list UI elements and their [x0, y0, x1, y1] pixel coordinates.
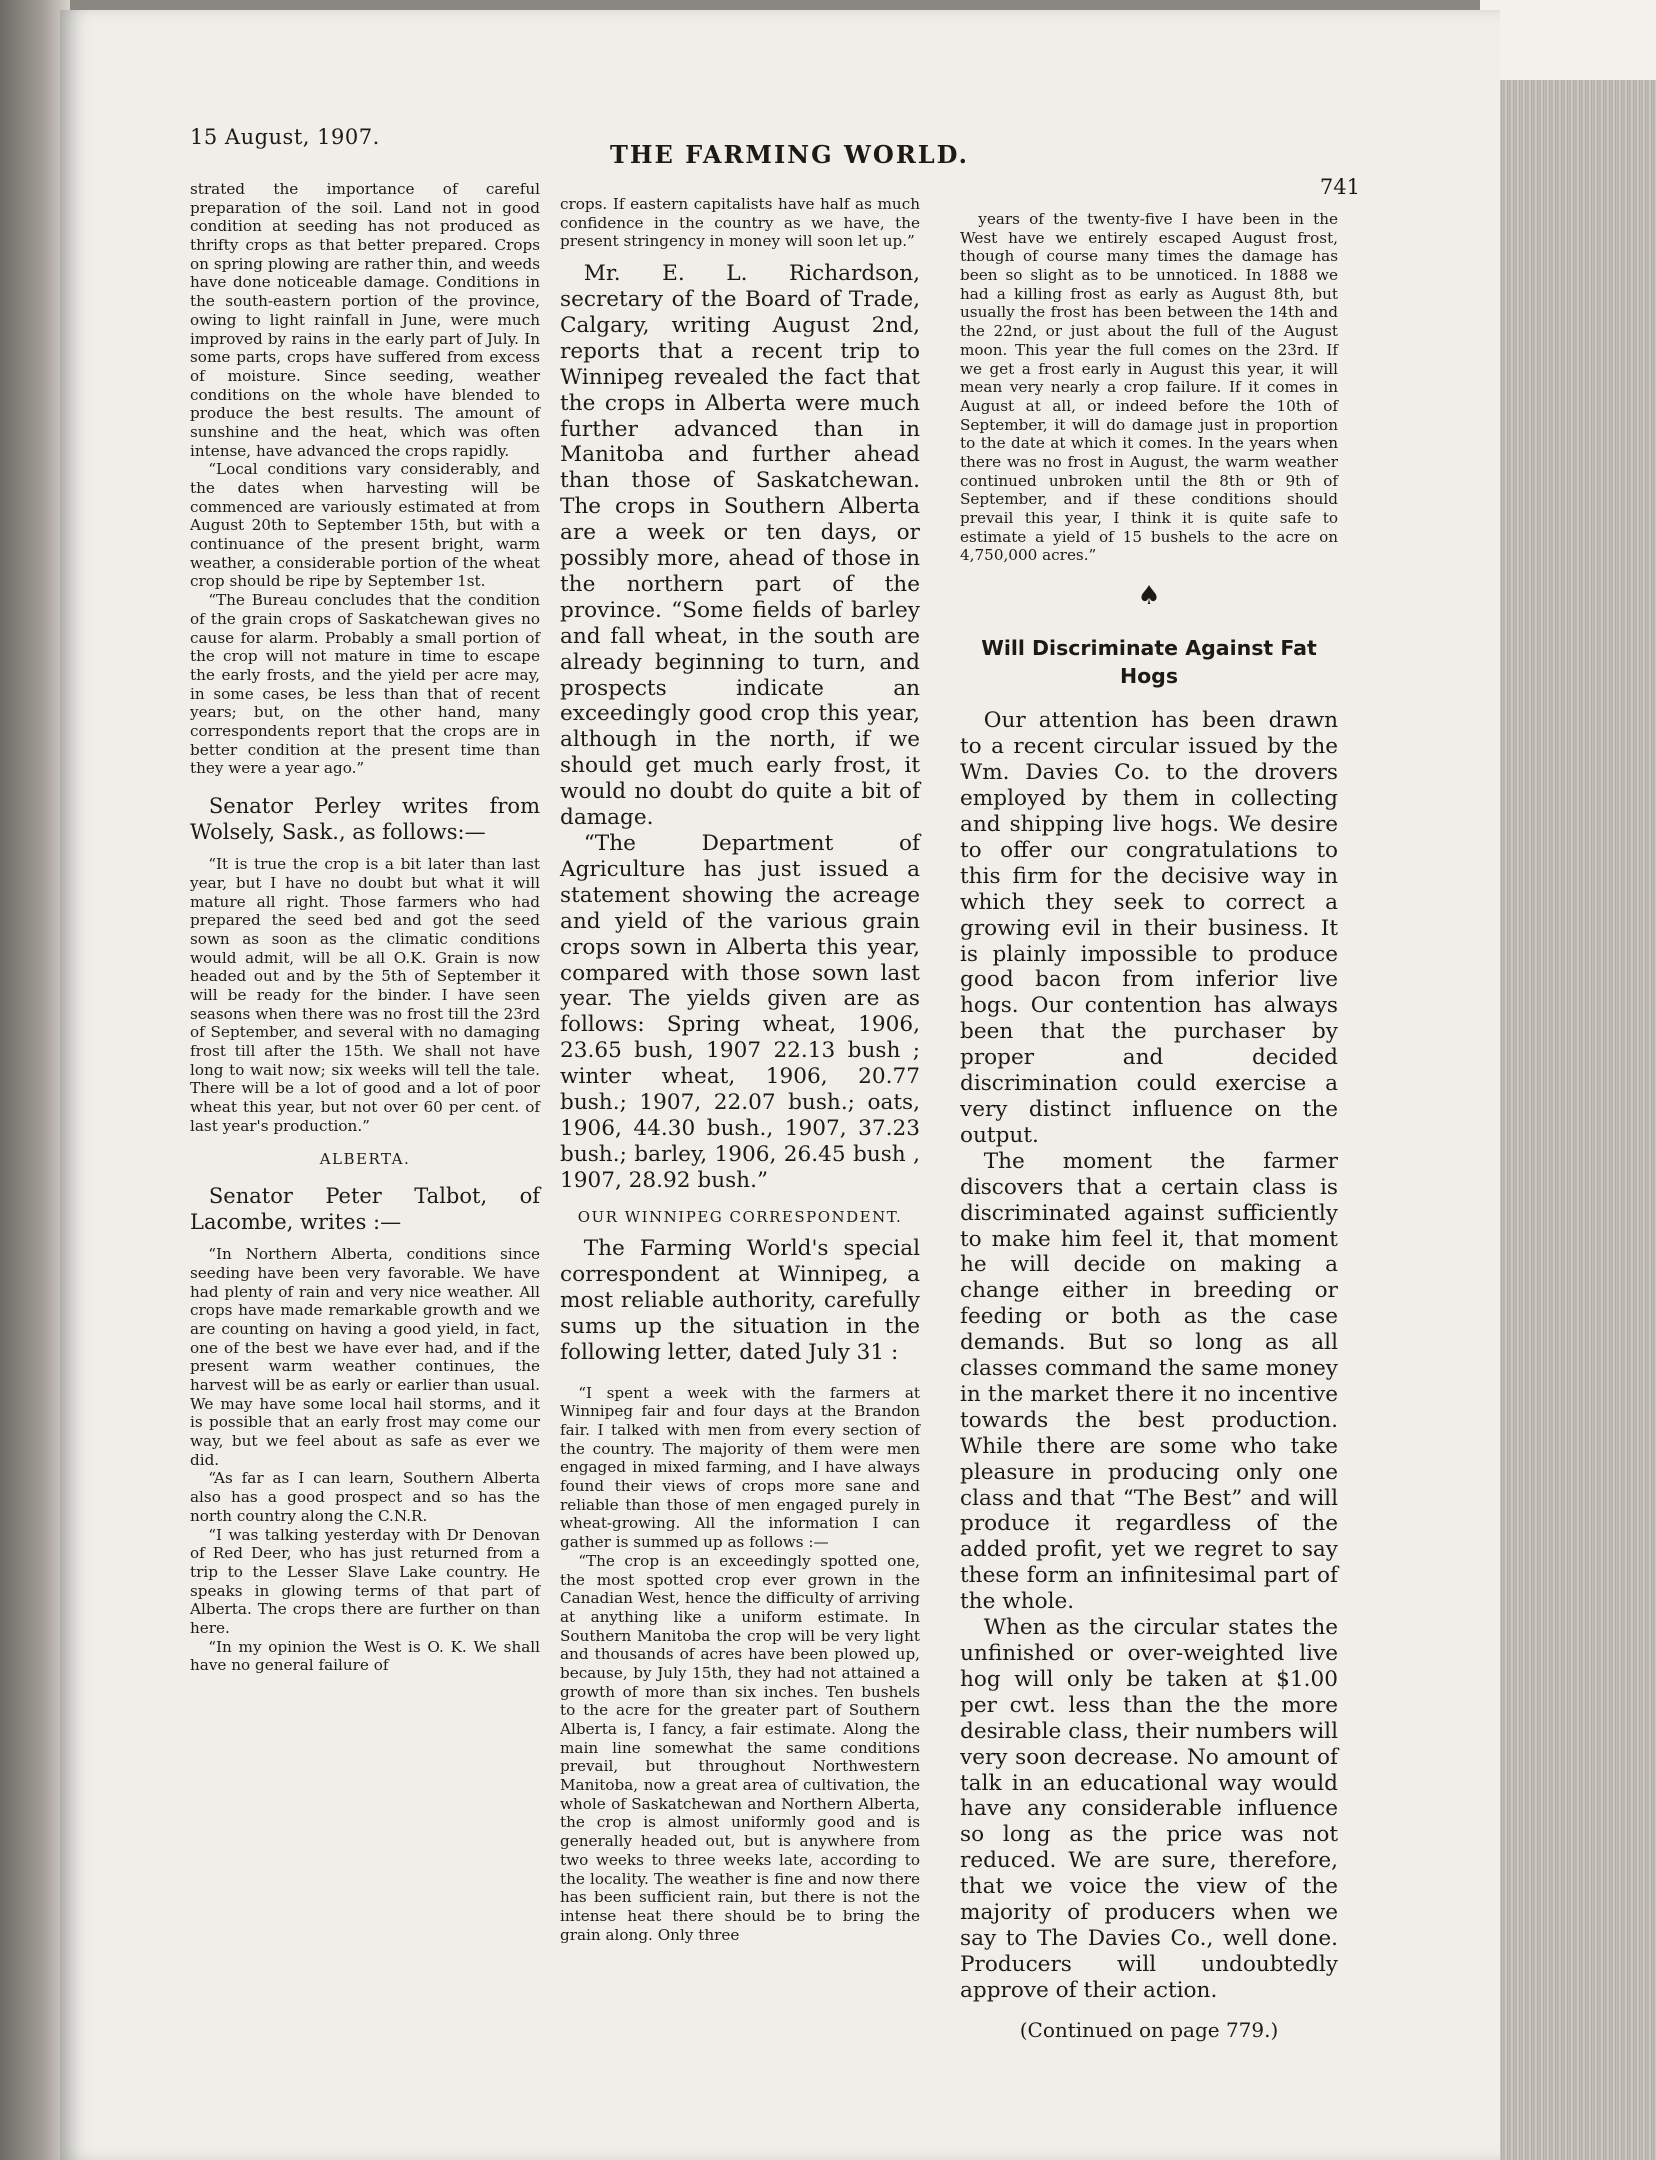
article-title	[960, 635, 1338, 690]
page-header	[190, 125, 1360, 199]
paragraph: “Local conditions vary considerably, and the dates when harvesting will be commenced are variously estimated at from August 20th to September 15th, but with a continuance of the present bright, warm weather, a considerable portion of the wheat crop should be ripe by September 1st.	[190, 460, 540, 591]
column-3	[960, 210, 1338, 2042]
large-type-block	[560, 1236, 920, 1366]
paragraph: Mr. E. L. Richardson, secretary of the Board of Trade, Calgary, writing August 2nd, reports that a recent trip to Winnipeg revealed the fact that the crops in Alberta were much further advanced than in Manitoba and further ahead than those of Saskatchewan. The crops in Southern Alberta are a week or ten days, or possibly more, ahead of those in the northern part of the province. “Some fields of barley and fall wheat, in the south are already beginning to turn, and prospects indicate an exceedingly good crop this year, although in the north, if we should get much early frost, it would no doubt do quite a bit of damage.	[560, 261, 920, 831]
paragraph: “I was talking yesterday with Dr Denovan of Red Deer, who has just returned from a trip to the Lesser Slave Lake country. He speaks in glowing terms of that part of Alberta. The crops there are further on than here.	[190, 1525, 540, 1637]
scan-background-top-right	[1480, 0, 1656, 82]
lead-text: Senator Peter Talbot, of Lacombe, writes :—	[190, 1183, 540, 1234]
paragraph: “The Department of Agriculture has just issued a statement showing the acreage and yield of the various grain crops sown in Alberta this year, compared with those sown last year. The yields given are as follows: Spring wheat, 1906, 23.65 bush, 1907 22.13 bush ; winter wheat, 1906, 20.77 bush.; 1907, 22.07 bush.; oats, 1906, 44.30 bush., 1907, 37.23 bush.; barley, 1906, 26.45 bush , 1907, 28.92 bush.”	[560, 831, 920, 1193]
paragraph: Our attention has been drawn to a recent circular issued by the Wm. Davies Co. to the drovers employed by them in collecting and shipping live hogs. We desire to offer our congratulations to this firm for the decisive way in which they seek to correct a growing evil in their business. It is plainly impossible to produce good bacon from inferior live hogs. Our contention has always been that the purchaser by proper and decided discrimination could exercise a very distinct influence on the output.	[960, 708, 1338, 1148]
paragraph: “The Bureau concludes that the condition of the grain crops of Saskatchewan gives no cause for alarm. Probably a small portion of the crop will not mature in time to escape the early frosts, and the yield per acre may, in some cases, be less than that of recent years; but, on the other hand, many correspondents report that the crops are in better condition at the present time than they were a year ago.”	[190, 591, 540, 778]
article-title-line: Hogs	[1119, 663, 1179, 688]
paragraph: When as the circular states the unfinished or over-weighted live hog will only be taken at $1.00 per cwt. less than the the more desirable class, their numbers will very soon decrease. No amount of talk in an educational way would have any considerable influence so long as the price was not reduced. We are sure, therefore, that we voice the view of the majority of producers when we say to The Davies Co., well done. Producers will undoubtedly approve of their action.	[960, 1615, 1338, 2003]
continued-notice: (Continued on page 779.)	[1019, 2017, 1279, 2042]
book-page-edges	[1490, 80, 1656, 2160]
large-type-block	[960, 708, 1338, 2003]
paragraph: years of the twenty-five I have been in the West have we entirely escaped August frost, though of course many times the damage has been so slight as to be unnoticed. In 1888 we had a killing frost as early as August 8th, but usually the frost has been between the 14th and the 22nd, or just about the full of the August moon. This year the full comes on the 23rd. If we get a frost early in August this year, it will mean very nearly a crop failure. If it comes in August at all, or indeed before the 10th of September, it will do damage just in proportion to the date at which it comes. In the years when there was no frost in August, the warm weather continued unbroken until the 8th or 9th of September, and if these conditions should prevail this year, I think it is quite safe to estimate a yield of 15 bushels to the acre on 4,750,000 acres.”	[960, 210, 1338, 565]
page-number: 741	[1319, 175, 1360, 199]
masthead-title: THE FARMING WORLD.	[610, 140, 969, 169]
lead-paragraph	[190, 1184, 540, 1235]
paragraph: The moment the farmer discovers that a certain class is discriminated against sufficiently to make him feel it, that moment he will decide on making a change either in breeding or feeding or both as the case demands. But so long as all classes command the same money in the market there it no incentive towards the best production. While there are some who take pleasure in producing only one class and that “The Best” and will produce it regardless of the added profit, yet we regret to say these form an infinitesimal part of the whole.	[960, 1148, 1338, 1615]
paragraph: The Farming World's special correspondent at Winnipeg, a most reliable authority, carefully sums up the situation in the following letter, dated July 31 :	[560, 1236, 920, 1365]
paragraph: “I spent a week with the farmers at Winnipeg fair and four days at the Brandon fair. I talked with men from every section of the country. The majority of them were men engaged in mixed farming, and I have always found their views of crops more sane and reliable than those of men engaged purely in wheat-growing. All the information I can gather is summed up as follows :—	[560, 1383, 920, 1552]
paragraph: “In Northern Alberta, conditions since seeding have been very favorable. We have had plenty of rain and very nice weather. All crops have made remarkable growth and we are counting on having a good yield, in fact, one of the best we have ever had, and if the present warm weather continues, the harvest will be as early or earlier than usual. We may have some local hail storms, and it is possible that an early frost may come our way, but we feel about as safe as ever we did.	[190, 1245, 540, 1469]
column-2	[560, 195, 920, 1944]
paragraph: strated the importance of careful preparation of the soil. Land not in good condition at seeding has not produced as thrifty crops as that better prepared. Crops on spring plowing are rather thin, and weeds have done noticeable damage. Conditions in the south-eastern portion of the province, owing to light rainfall in June, were much improved by rains in the early part of July. In some parts, crops have suffered from excess of moisture. Since seeding, weather conditions on the whole have blended to produce the best results. The amount of sunshine and the heat, which was often intense, have advanced the crops rapidly.	[190, 180, 540, 460]
lead-paragraph	[190, 794, 540, 845]
paragraph: “In my opinion the West is O. K. We shall have no general failure of	[190, 1637, 540, 1675]
paragraph: “The crop is an exceedingly spotted one, the most spotted crop ever grown in the Canadian West, hence the difficulty of arriving at anything like a uniform estimate. In Southern Manitoba the crop will be very light and thousands of acres have been plowed up, because, by July 15th, they had not attained a growth of more than six inches. Ten bushels to the acre for the greater part of Southern Alberta is, I fancy, a fair estimate. Along the main line somewhat the same conditions prevail, but throughout Northwestern Manitoba, now a great area of cultivation, the whole of Saskatchewan and Northern Alberta, the crop is almost uniformly good and is generally headed out, but is anywhere from two weeks to three weeks late, according to the locality. The weather is fine and now there has been sufficient rain, but there is not the intense heat there should be to bring the grain along. Only three	[560, 1551, 920, 1944]
column-1	[190, 180, 540, 1675]
spade-ornament-icon: ♠	[1137, 581, 1161, 612]
section-subheading: OUR WINNIPEG CORRESPONDENT.	[577, 1207, 903, 1226]
section-subheading: ALBERTA.	[319, 1149, 411, 1168]
paragraph: “As far as I can learn, Southern Alberta also has a good prospect and so has the north country along the C.N.R.	[190, 1469, 540, 1525]
article-title-line: Will Discriminate Against Fat	[981, 636, 1317, 661]
lead-text: Senator Perley writes from Wolsely, Sask., as follows:—	[190, 794, 540, 844]
paragraph: “It is true the crop is a bit later than last year, but I have no doubt but what it will mature all right. Those farmers who had prepared the seed bed and got the seed sown as soon as the climatic conditions would admit, will be all O.K. Grain is now headed out and by the 5th of September it will be ready for the binder. I have seen seasons when there was no frost till the 23rd of September, and several with no damaging frost till after the 15th. We shall not have long to wait now; six weeks will tell the tale. There will be a lot of good and a lot of poor wheat this year, but not over 60 per cent. of last year's production.”	[190, 855, 540, 1135]
paragraph: crops. If eastern capitalists have half as much confidence in the country as we have, the present stringency in money will soon let up.”	[560, 195, 920, 251]
issue-date: 15 August, 1907.	[190, 125, 380, 149]
large-type-block	[560, 251, 920, 1194]
